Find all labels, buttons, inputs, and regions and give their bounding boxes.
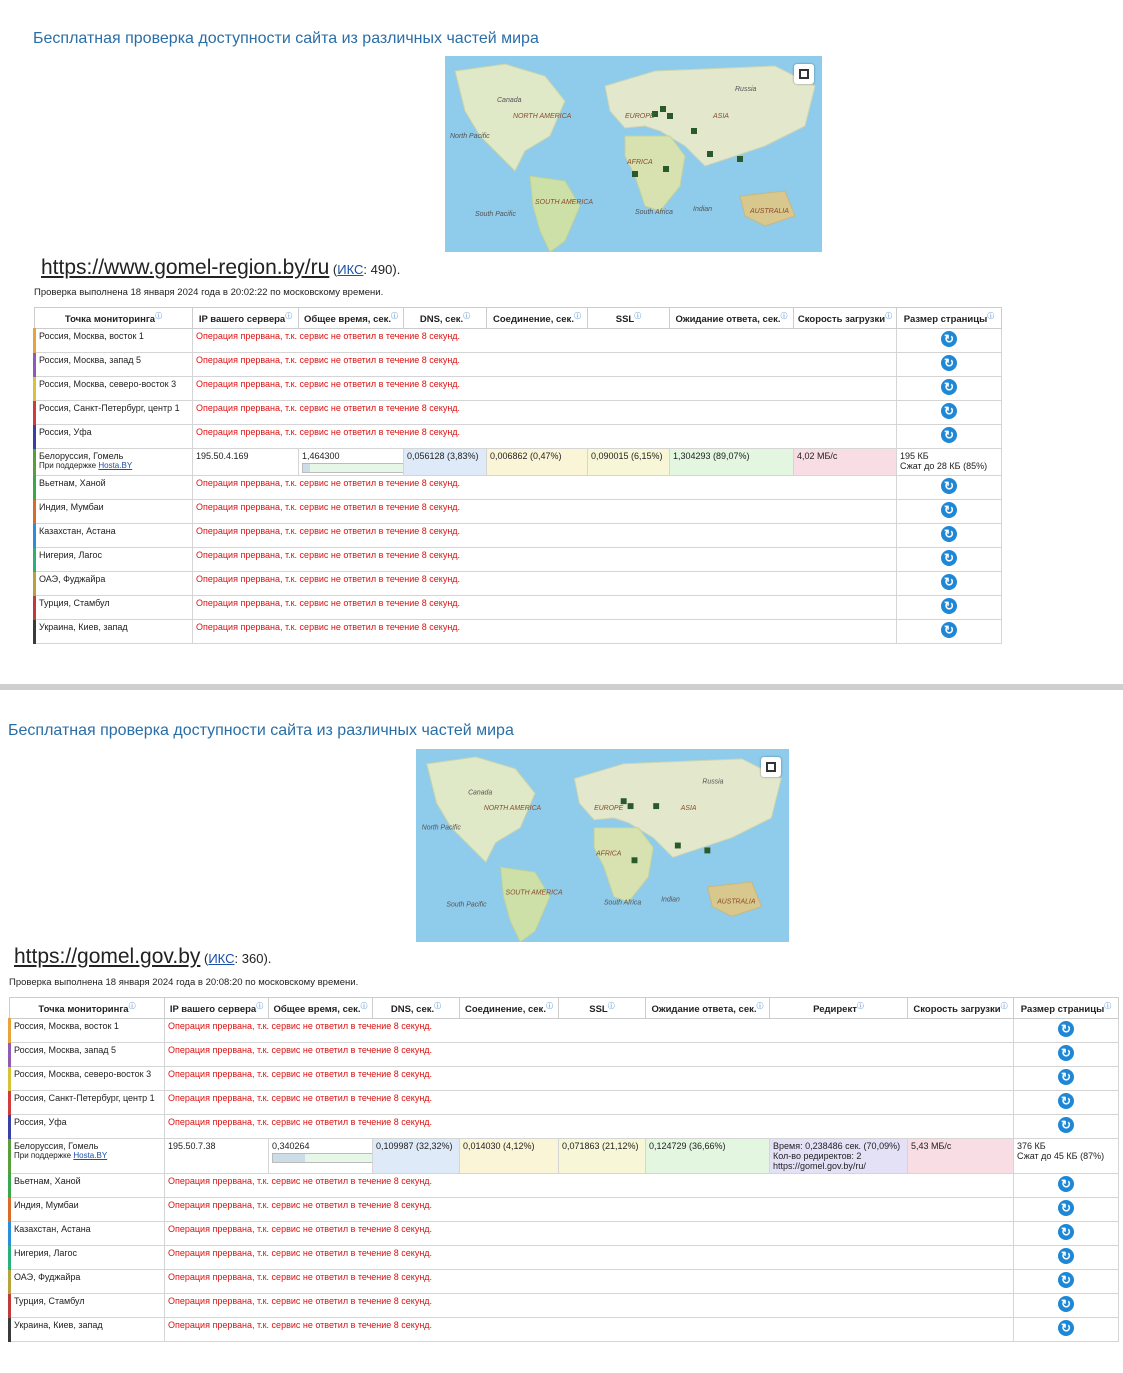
refresh-icon[interactable]: ↻ <box>1058 1320 1074 1336</box>
table-row <box>35 425 1002 449</box>
refresh-icon[interactable]: ↻ <box>1058 1069 1074 1085</box>
svg-text:South Pacific: South Pacific <box>475 211 516 218</box>
refresh-icon[interactable]: ↻ <box>1058 1093 1074 1109</box>
iks-value: 360 <box>241 951 264 966</box>
column-header <box>373 998 460 1019</box>
error-message: Операция прервана, т.к. сервис не ответил в течение 8 секунд. <box>193 353 897 377</box>
size-cell <box>897 449 1002 476</box>
location-cell <box>10 1139 165 1174</box>
refresh-icon[interactable]: ↻ <box>1058 1224 1074 1240</box>
column-header-label: Точка мониторинга <box>38 1004 129 1016</box>
refresh-cell <box>897 548 1002 572</box>
refresh-cell <box>1014 1246 1119 1270</box>
refresh-icon[interactable]: ↻ <box>941 526 957 542</box>
refresh-icon[interactable]: ↻ <box>1058 1272 1074 1288</box>
column-header <box>897 308 1002 329</box>
column-header-label: Ожидание ответа, сек. <box>675 314 781 326</box>
location-cell: Россия, Уфа <box>35 425 193 449</box>
svg-text:North Pacific: North Pacific <box>450 133 490 140</box>
refresh-cell <box>897 572 1002 596</box>
section-divider <box>0 684 1123 690</box>
hosting-note <box>39 461 189 470</box>
speed-cell: 5,43 МБ/с <box>908 1139 1014 1174</box>
column-header-label: Соединение, сек. <box>465 1004 546 1016</box>
results-table <box>33 307 1002 644</box>
time-bar <box>272 1153 373 1163</box>
world-map[interactable] <box>445 56 822 252</box>
refresh-icon[interactable]: ↻ <box>941 403 957 419</box>
size-value: 376 КБ <box>1017 1141 1046 1151</box>
table-row <box>35 596 1002 620</box>
column-header-label: Скорость загрузки <box>913 1004 1001 1016</box>
info-icon[interactable]: ⓘ <box>155 312 163 320</box>
table-row <box>35 353 1002 377</box>
location-cell: Вьетнам, Ханой <box>10 1174 165 1198</box>
column-header <box>35 308 193 329</box>
error-message: Операция прервана, т.к. сервис не ответил в течение 8 секунд. <box>193 401 897 425</box>
error-message: Операция прервана, т.к. сервис не ответил в течение 8 секунд. <box>193 572 897 596</box>
dns-cell: 0,056128 (3,83%) <box>404 449 487 476</box>
iks-value: 490 <box>370 262 393 277</box>
refresh-icon[interactable]: ↻ <box>941 550 957 566</box>
column-header <box>460 998 559 1019</box>
location-cell: Россия, Санкт-Петербург, центр 1 <box>35 401 193 425</box>
refresh-icon[interactable]: ↻ <box>941 355 957 371</box>
info-icon[interactable]: ⓘ <box>607 1002 615 1010</box>
table-row <box>35 377 1002 401</box>
hosting-prefix: При поддержке <box>14 1151 72 1160</box>
column-header-label: DNS, сек. <box>419 314 464 326</box>
total-time-cell <box>299 449 404 476</box>
column-header <box>487 308 588 329</box>
dns-cell: 0,109987 (32,32%) <box>373 1139 460 1174</box>
refresh-icon[interactable]: ↻ <box>941 331 957 347</box>
refresh-cell <box>897 353 1002 377</box>
hosting-link[interactable]: Hosta.BY <box>73 1151 108 1160</box>
column-header-label: DNS, сек. <box>390 1004 435 1016</box>
refresh-cell <box>897 620 1002 644</box>
column-header-label: SSL <box>615 314 635 326</box>
column-header <box>794 308 897 329</box>
error-message: Операция прервана, т.к. сервис не ответил в течение 8 секунд. <box>165 1019 1014 1043</box>
column-header-label: IP вашего сервера <box>169 1004 257 1016</box>
svg-text:SOUTH AMERICA: SOUTH AMERICA <box>505 889 563 897</box>
svg-text:NORTH AMERICA: NORTH AMERICA <box>483 805 542 813</box>
location-cell: Турция, Стамбул <box>35 596 193 620</box>
column-header <box>1014 998 1119 1019</box>
redirect-url: https://gomel.gov.by/ru/ <box>773 1161 866 1171</box>
location-cell: Россия, Москва, запад 5 <box>35 353 193 377</box>
refresh-cell <box>1014 1115 1119 1139</box>
connection-cell: 0,006862 (0,47%) <box>487 449 588 476</box>
connection-cell: 0,014030 (4,12%) <box>460 1139 559 1174</box>
svg-text:South Africa: South Africa <box>603 899 642 907</box>
location-cell: Россия, Санкт-Петербург, центр 1 <box>10 1091 165 1115</box>
error-message: Операция прервана, т.к. сервис не ответил в течение 8 секунд. <box>165 1294 1014 1318</box>
error-message: Операция прервана, т.к. сервис не ответил в течение 8 секунд. <box>165 1198 1014 1222</box>
refresh-cell <box>1014 1222 1119 1246</box>
error-message: Операция прервана, т.к. сервис не ответил в течение 8 секунд. <box>193 524 897 548</box>
table-row <box>10 1294 1119 1318</box>
info-icon[interactable]: ⓘ <box>856 1002 864 1010</box>
error-message: Операция прервана, т.к. сервис не ответил в течение 8 секунд. <box>193 476 897 500</box>
refresh-icon[interactable]: ↻ <box>941 574 957 590</box>
site-url-link[interactable]: https://www.gomel-region.by/ru <box>41 256 330 279</box>
expand-icon <box>766 762 776 772</box>
refresh-cell <box>1014 1318 1119 1342</box>
location-cell <box>35 449 193 476</box>
table-row <box>10 1091 1119 1115</box>
table-row <box>35 329 1002 353</box>
svg-text:ASIA: ASIA <box>680 805 697 813</box>
column-header <box>165 998 269 1019</box>
svg-text:NORTH AMERICA: NORTH AMERICA <box>513 113 572 120</box>
refresh-icon[interactable]: ↻ <box>941 478 957 494</box>
table-row <box>10 1043 1119 1067</box>
svg-text:AFRICA: AFRICA <box>627 159 653 166</box>
wait-cell: 1,304293 (89,07%) <box>670 449 794 476</box>
table-row <box>35 500 1002 524</box>
refresh-cell <box>1014 1270 1119 1294</box>
page-heading: Бесплатная проверка доступности сайта из различных частей мира <box>8 722 514 739</box>
error-message: Операция прервана, т.к. сервис не ответил в течение 8 секунд. <box>193 377 897 401</box>
refresh-cell <box>897 329 1002 353</box>
table-row <box>10 1067 1119 1091</box>
column-header <box>559 998 646 1019</box>
column-header <box>670 308 794 329</box>
fullscreen-button[interactable] <box>761 757 781 777</box>
error-message: Операция прервана, т.к. сервис не ответил в течение 8 секунд. <box>165 1174 1014 1198</box>
refresh-icon[interactable]: ↻ <box>1058 1200 1074 1216</box>
location-label: Белоруссия, Гомель <box>14 1141 99 1151</box>
info-icon[interactable]: ⓘ <box>756 1002 764 1010</box>
table-row <box>10 1222 1119 1246</box>
refresh-cell <box>897 500 1002 524</box>
location-cell: Россия, Москва, северо-восток 3 <box>35 377 193 401</box>
refresh-icon[interactable]: ↻ <box>941 502 957 518</box>
location-cell: Нигерия, Лагос <box>10 1246 165 1270</box>
table-row <box>10 1115 1119 1139</box>
refresh-icon[interactable]: ↻ <box>1058 1117 1074 1133</box>
table-row-success <box>10 1139 1119 1174</box>
refresh-icon[interactable]: ↻ <box>941 379 957 395</box>
hosting-link[interactable]: Hosta.BY <box>98 461 133 470</box>
info-icon[interactable]: ⓘ <box>360 1002 368 1010</box>
wait-cell: 0,124729 (36,66%) <box>646 1139 770 1174</box>
column-header <box>269 998 373 1019</box>
refresh-icon[interactable]: ↻ <box>941 622 957 638</box>
error-message: Операция прервана, т.к. сервис не ответил в течение 8 секунд. <box>193 500 897 524</box>
error-message: Операция прервана, т.к. сервис не ответил в течение 8 секунд. <box>165 1067 1014 1091</box>
table-row <box>10 1174 1119 1198</box>
location-cell: Казахстан, Астана <box>35 524 193 548</box>
total-time-value: 1,464300 <box>302 451 340 461</box>
size-cell <box>1014 1139 1119 1174</box>
svg-text:EUROPE: EUROPE <box>594 805 624 813</box>
error-message: Операция прервана, т.к. сервис не ответил в течение 8 секунд. <box>165 1091 1014 1115</box>
refresh-cell <box>897 377 1002 401</box>
size-compressed: Сжат до 28 КБ (85%) <box>900 461 988 471</box>
info-icon[interactable]: ⓘ <box>987 312 995 320</box>
location-cell: Россия, Москва, северо-восток 3 <box>10 1067 165 1091</box>
svg-text:AUSTRALIA: AUSTRALIA <box>750 208 789 215</box>
site-url-link[interactable]: https://gomel.gov.by <box>14 945 201 968</box>
iks-link[interactable]: ИКС <box>208 951 235 966</box>
column-header <box>404 308 487 329</box>
column-header-label: Размер страницы <box>903 314 988 326</box>
speed-cell: 4,02 МБ/с <box>794 449 897 476</box>
column-header-label: SSL <box>589 1004 608 1016</box>
column-header-label: Размер страницы <box>1020 1004 1105 1016</box>
info-icon[interactable]: ⓘ <box>391 312 399 320</box>
header-row <box>35 308 1002 329</box>
table-row <box>35 401 1002 425</box>
svg-text:Indian: Indian <box>661 896 680 904</box>
refresh-icon[interactable]: ↻ <box>1058 1045 1074 1061</box>
column-header <box>770 998 908 1019</box>
column-header-label: Общее время, сек. <box>303 314 392 326</box>
table-row <box>10 1198 1119 1222</box>
expand-icon <box>799 69 809 79</box>
svg-text:AUSTRALIA: AUSTRALIA <box>717 898 756 906</box>
iks-link[interactable]: ИКС <box>337 262 364 277</box>
table-row <box>10 1246 1119 1270</box>
svg-text:Russia: Russia <box>735 86 757 93</box>
error-message: Операция прервана, т.к. сервис не ответил в течение 8 секунд. <box>165 1246 1014 1270</box>
svg-text:Indian: Indian <box>693 206 713 213</box>
size-value: 195 КБ <box>900 451 929 461</box>
error-message: Операция прервана, т.к. сервис не ответил в течение 8 секунд. <box>165 1270 1014 1294</box>
column-header-label: IP вашего сервера <box>198 314 286 326</box>
refresh-cell <box>897 476 1002 500</box>
time-bar <box>302 463 404 473</box>
site-title-line: https://www.gomel-region.by/ru (ИКС: 490). <box>41 256 401 279</box>
redirect-time: Время: 0,238486 сек. (70,09%) <box>773 1141 901 1151</box>
location-cell: Нигерия, Лагос <box>35 548 193 572</box>
refresh-icon[interactable]: ↻ <box>1058 1296 1074 1312</box>
fullscreen-button[interactable] <box>794 64 814 84</box>
error-message: Операция прервана, т.к. сервис не ответил в течение 8 секунд. <box>165 1043 1014 1067</box>
column-header <box>908 998 1014 1019</box>
refresh-icon[interactable]: ↻ <box>1058 1021 1074 1037</box>
location-cell: Украина, Киев, запад <box>10 1318 165 1342</box>
info-icon[interactable]: ⓘ <box>545 1002 553 1010</box>
info-icon[interactable]: ⓘ <box>634 312 642 320</box>
column-header <box>588 308 670 329</box>
location-cell: Россия, Москва, запад 5 <box>10 1043 165 1067</box>
column-header <box>193 308 299 329</box>
refresh-icon[interactable]: ↻ <box>941 427 957 443</box>
refresh-cell <box>1014 1091 1119 1115</box>
world-map[interactable] <box>416 749 789 942</box>
ssl-cell: 0,090015 (6,15%) <box>588 449 670 476</box>
table-row <box>35 548 1002 572</box>
info-icon[interactable]: ⓘ <box>128 1002 136 1010</box>
site-title-line: https://gomel.gov.by (ИКС: 360). <box>14 945 272 968</box>
svg-text:SOUTH AMERICA: SOUTH AMERICA <box>535 199 594 206</box>
svg-text:North Pacific: North Pacific <box>421 824 461 832</box>
refresh-cell <box>897 401 1002 425</box>
location-cell: Вьетнам, Ханой <box>35 476 193 500</box>
svg-text:AFRICA: AFRICA <box>596 850 622 858</box>
info-icon[interactable]: ⓘ <box>256 1002 264 1010</box>
svg-text:EUROPE: EUROPE <box>625 113 655 120</box>
location-cell: Турция, Стамбул <box>10 1294 165 1318</box>
location-cell: Казахстан, Астана <box>10 1222 165 1246</box>
refresh-cell <box>897 425 1002 449</box>
check-timestamp: Проверка выполнена 18 января 2024 года в 20:08:20 по московскому времени. <box>9 977 359 988</box>
refresh-cell <box>1014 1043 1119 1067</box>
refresh-cell <box>1014 1198 1119 1222</box>
error-message: Операция прервана, т.к. сервис не ответил в течение 8 секунд. <box>165 1318 1014 1342</box>
location-label: Белоруссия, Гомель <box>39 451 124 461</box>
refresh-cell <box>1014 1174 1119 1198</box>
size-compressed: Сжат до 45 КБ (87%) <box>1017 1151 1105 1161</box>
svg-text:South Africa: South Africa <box>635 209 673 216</box>
column-header <box>646 998 770 1019</box>
location-cell: Индия, Мумбаи <box>35 500 193 524</box>
refresh-cell <box>897 596 1002 620</box>
info-icon[interactable]: ⓘ <box>285 312 293 320</box>
svg-text:ASIA: ASIA <box>713 113 729 120</box>
info-icon[interactable]: ⓘ <box>885 312 893 320</box>
column-header-label: Ожидание ответа, сек. <box>651 1004 757 1016</box>
total-time-cell <box>269 1139 373 1174</box>
header-row <box>10 998 1119 1019</box>
info-icon[interactable]: ⓘ <box>1000 1002 1008 1010</box>
svg-text:South Pacific: South Pacific <box>446 901 487 909</box>
table-row <box>10 1019 1119 1043</box>
table-row <box>35 524 1002 548</box>
hosting-note <box>14 1151 161 1160</box>
svg-text:Russia: Russia <box>702 778 724 786</box>
table-row <box>10 1270 1119 1294</box>
refresh-icon[interactable]: ↻ <box>1058 1176 1074 1192</box>
column-header-label: Соединение, сек. <box>493 314 574 326</box>
location-cell: ОАЭ, Фуджайра <box>35 572 193 596</box>
info-icon[interactable]: ⓘ <box>434 1002 442 1010</box>
column-header-label: Общее время, сек. <box>273 1004 361 1016</box>
location-cell: Индия, Мумбаи <box>10 1198 165 1222</box>
redirect-count: Кол-во редиректов: 2 <box>773 1151 862 1161</box>
column-header-label: Редирект <box>813 1004 857 1016</box>
refresh-icon[interactable]: ↻ <box>1058 1248 1074 1264</box>
location-cell: Украина, Киев, запад <box>35 620 193 644</box>
results-table <box>8 997 1119 1342</box>
error-message: Операция прервана, т.к. сервис не ответил в течение 8 секунд. <box>193 329 897 353</box>
error-message: Операция прервана, т.к. сервис не ответил в течение 8 секунд. <box>165 1115 1014 1139</box>
info-icon[interactable]: ⓘ <box>780 312 788 320</box>
table-row <box>10 1318 1119 1342</box>
refresh-cell <box>1014 1019 1119 1043</box>
refresh-cell <box>1014 1294 1119 1318</box>
svg-text:Canada: Canada <box>497 97 522 104</box>
hosting-prefix: При поддержке <box>39 461 97 470</box>
ip-cell: 195.50.4.169 <box>193 449 299 476</box>
error-message: Операция прервана, т.к. сервис не ответил в течение 8 секунд. <box>193 620 897 644</box>
table-row <box>35 572 1002 596</box>
column-header <box>10 998 165 1019</box>
location-cell: Россия, Уфа <box>10 1115 165 1139</box>
error-message: Операция прервана, т.к. сервис не ответил в течение 8 секунд. <box>193 425 897 449</box>
location-cell: Россия, Москва, восток 1 <box>10 1019 165 1043</box>
refresh-icon[interactable]: ↻ <box>941 598 957 614</box>
refresh-cell <box>1014 1067 1119 1091</box>
location-cell: ОАЭ, Фуджайра <box>10 1270 165 1294</box>
table-row <box>35 476 1002 500</box>
ip-cell: 195.50.7.38 <box>165 1139 269 1174</box>
info-icon[interactable]: ⓘ <box>573 312 581 320</box>
error-message: Операция прервана, т.к. сервис не ответил в течение 8 секунд. <box>193 596 897 620</box>
page-heading: Бесплатная проверка доступности сайта из различных частей мира <box>33 30 539 47</box>
location-cell: Россия, Москва, восток 1 <box>35 329 193 353</box>
column-header-label: Скорость загрузки <box>797 314 886 326</box>
info-icon[interactable]: ⓘ <box>463 312 471 320</box>
table-row-success <box>35 449 1002 476</box>
redirect-cell <box>770 1139 908 1174</box>
info-icon[interactable]: ⓘ <box>1104 1002 1112 1010</box>
column-header-label: Точка мониторинга <box>64 314 156 326</box>
svg-text:Canada: Canada <box>468 789 493 797</box>
table-row <box>35 620 1002 644</box>
refresh-cell <box>897 524 1002 548</box>
column-header <box>299 308 404 329</box>
total-time-value: 0,340264 <box>272 1141 310 1151</box>
error-message: Операция прервана, т.к. сервис не ответил в течение 8 секунд. <box>193 548 897 572</box>
ssl-cell: 0,071863 (21,12%) <box>559 1139 646 1174</box>
error-message: Операция прервана, т.к. сервис не ответил в течение 8 секунд. <box>165 1222 1014 1246</box>
check-timestamp: Проверка выполнена 18 января 2024 года в 20:02:22 по московскому времени. <box>34 287 384 298</box>
